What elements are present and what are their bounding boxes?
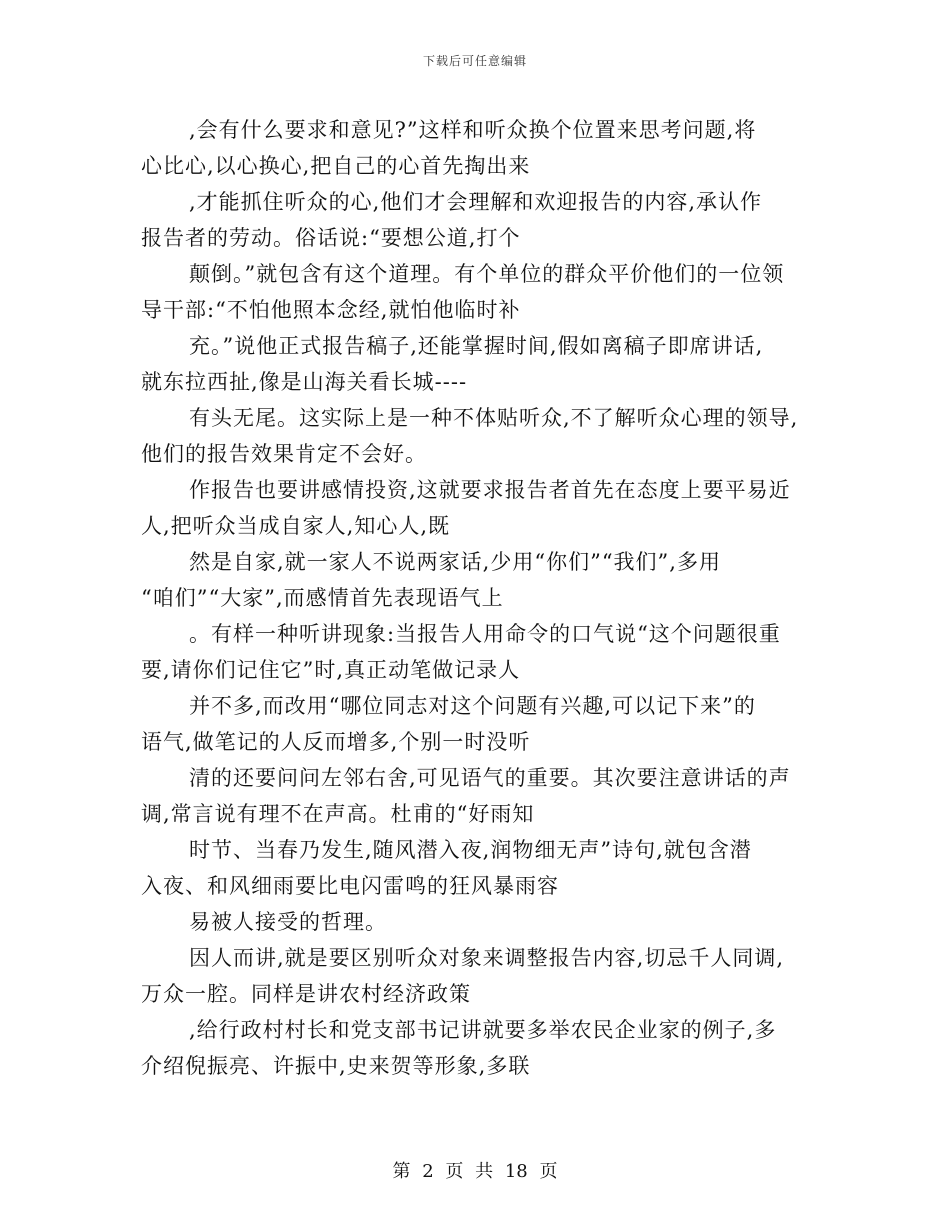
page-number-footer: 第 2 页 共 18 页 (392, 1161, 558, 1182)
text-line: 心比心,以心换心,把自己的心首先掏出来 (141, 154, 531, 178)
text-line: 就东拉西扯,像是山海关看长城---- (141, 370, 468, 394)
paragraph (141, 256, 811, 328)
paragraph (141, 328, 811, 400)
text-line: 因人而讲,就是要区别听众对象来调整报告内容,切忌千人同调, (189, 946, 785, 970)
paragraph (141, 112, 811, 184)
text-line: 人,把听众当成自家人,知心人,既 (141, 514, 451, 538)
text-line: 清的还要问问左邻右舍,可见语气的重要。其次要注意讲话的声 (189, 766, 791, 790)
paragraph (141, 400, 811, 472)
text-line: 他们的报告效果肯定不会好。 (141, 442, 427, 466)
text-line: 报告者的劳动。俗话说:“要想公道,打个 (141, 226, 521, 250)
text-line: 介绍倪振亮、许振中,史来贺等形象,多联 (141, 1054, 531, 1078)
text-line: 。有样一种听讲现象:当报告人用命令的口气说“这个问题很重 (189, 622, 781, 646)
paragraph (141, 940, 811, 1012)
paragraph (141, 832, 811, 904)
page-header: 下载后可任意编辑 (422, 54, 527, 68)
text-line: 要,请你们记住它”时,真正动笔做记录人 (141, 658, 521, 682)
text-line: 有头无尾。这实际上是一种不体贴听众,不了解听众心理的领导, (189, 406, 799, 430)
text-line: 时节、当春乃发生,随风潜入夜,润物细无声”诗句,就包含潜 (189, 838, 752, 862)
text-line: 颠倒。”就包含有这个道理。有个单位的群众平价他们的一位领 (189, 262, 785, 286)
paragraph (141, 688, 811, 760)
paragraph (141, 904, 811, 940)
text-line: ,给行政村村长和党支部书记讲就要多举农民企业家的例子,多 (189, 1018, 777, 1042)
text-line: ,会有什么要求和意见?”这样和听众换个位置来思考问题,将 (189, 118, 757, 142)
document-body (141, 112, 811, 1084)
text-line: “咱们”“大家”,而感情首先表现语气上 (141, 586, 504, 610)
text-line: 易被人接受的哲理。 (189, 910, 387, 934)
paragraph (141, 1012, 811, 1084)
text-line: 导干部:“不怕他照本念经,就怕他临时补 (141, 298, 521, 322)
text-line: 作报告也要讲感情投资,这就要求报告者首先在态度上要平易近 (189, 478, 791, 502)
paragraph (141, 616, 811, 688)
text-line: ,才能抓住听众的心,他们才会理解和欢迎报告的内容,承认作 (189, 190, 763, 214)
paragraph (141, 184, 811, 256)
text-line: 入夜、和风细雨要比电闪雷鸣的狂风暴雨容 (141, 874, 559, 898)
paragraph (141, 544, 811, 616)
text-line: 万众一腔。同样是讲农村经济政策 (141, 982, 471, 1006)
paragraph (141, 472, 811, 544)
text-line: 语气,做笔记的人反而增多,个别一时没听 (141, 730, 531, 754)
paragraph (141, 760, 811, 832)
text-line: 调,常言说有理不在声高。杜甫的“好雨知 (141, 802, 535, 826)
text-line: 充。”说他正式报告稿子,还能掌握时间,假如离稿子即席讲话, (189, 334, 764, 358)
text-line: 并不多,而改用“哪位同志对这个问题有兴趣,可以记下来”的 (189, 694, 756, 718)
text-line: 然是自家,就一家人不说两家话,少用“你们”“我们”,多用 (189, 550, 721, 574)
